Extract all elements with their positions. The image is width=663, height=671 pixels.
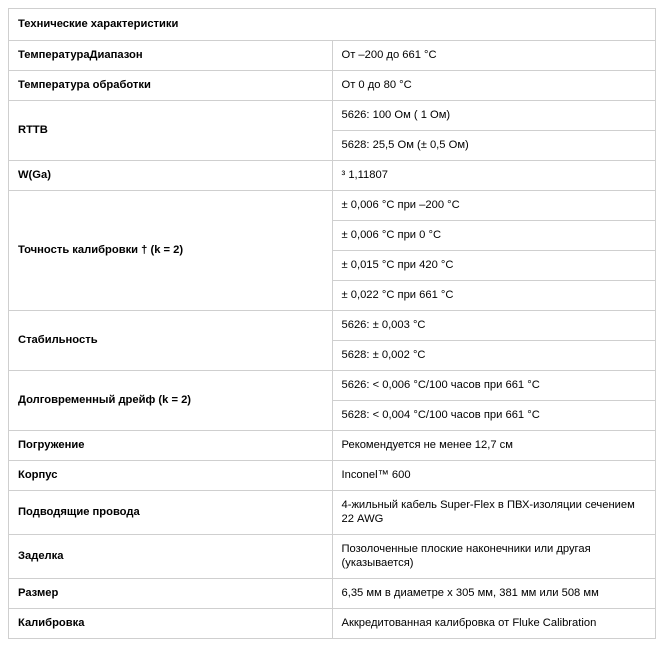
- table-row: [9, 101, 656, 131]
- table-row: [9, 371, 656, 401]
- table-row: [9, 161, 656, 191]
- row-label: Погружение: [9, 431, 333, 461]
- row-label: W(Ga): [9, 161, 333, 191]
- specification-page: [0, 8, 663, 671]
- row-label: ТемператураДиапазон: [9, 41, 333, 71]
- table-row: [9, 71, 656, 101]
- table-row: [9, 579, 656, 609]
- row-value: 5626: 100 Ом ( 1 Ом): [332, 101, 656, 131]
- row-label: Размер: [9, 579, 333, 609]
- table-row: [9, 461, 656, 491]
- row-label: Заделка: [9, 535, 333, 579]
- table-body: [9, 9, 656, 639]
- table-row: [9, 41, 656, 71]
- row-value: ± 0,006 °C при –200 °C: [332, 191, 656, 221]
- row-value: ³ 1,11807: [332, 161, 656, 191]
- row-label: Температура обработки: [9, 71, 333, 101]
- row-value: 6,35 мм в диаметре x 305 мм, 381 мм или 508 мм: [332, 579, 656, 609]
- row-value: 5626: < 0,006 °C/100 часов при 661 °C: [332, 371, 656, 401]
- table-row: [9, 609, 656, 639]
- row-value: Рекомендуется не менее 12,7 см: [332, 431, 656, 461]
- row-label: Подводящие провода: [9, 491, 333, 535]
- row-value: Позолоченные плоские наконечники или другая (указывается): [332, 535, 656, 579]
- row-value: Аккредитованная калибровка от Fluke Calibration: [332, 609, 656, 639]
- table-row: [9, 535, 656, 579]
- row-value: Inconel™ 600: [332, 461, 656, 491]
- table-header-row: [9, 9, 656, 41]
- row-value: 5628: ± 0,002 °C: [332, 341, 656, 371]
- row-label: Корпус: [9, 461, 333, 491]
- row-label: Калибровка: [9, 609, 333, 639]
- row-label: Точность калибровки † (k = 2): [9, 191, 333, 311]
- row-value: ± 0,006 °C при 0 °C: [332, 221, 656, 251]
- table-row: [9, 191, 656, 221]
- table-row: [9, 491, 656, 535]
- row-value: От –200 до 661 °C: [332, 41, 656, 71]
- specifications-table: [8, 8, 656, 639]
- row-label: Долговременный дрейф (k = 2): [9, 371, 333, 431]
- row-value: 5628: 25,5 Ом (± 0,5 Ом): [332, 131, 656, 161]
- row-value: ± 0,015 °C при 420 °C: [332, 251, 656, 281]
- row-label: RTTB: [9, 101, 333, 161]
- row-value: 5628: < 0,004 °C/100 часов при 661 °C: [332, 401, 656, 431]
- row-value: От 0 до 80 °C: [332, 71, 656, 101]
- table-row: [9, 431, 656, 461]
- table-title: Технические характеристики: [9, 9, 656, 41]
- row-value: 5626: ± 0,003 °C: [332, 311, 656, 341]
- row-label: Стабильность: [9, 311, 333, 371]
- row-value: ± 0,022 °C при 661 °C: [332, 281, 656, 311]
- table-row: [9, 311, 656, 341]
- row-value: 4-жильный кабель Super-Flex в ПВХ-изоляции сечением 22 AWG: [332, 491, 656, 535]
